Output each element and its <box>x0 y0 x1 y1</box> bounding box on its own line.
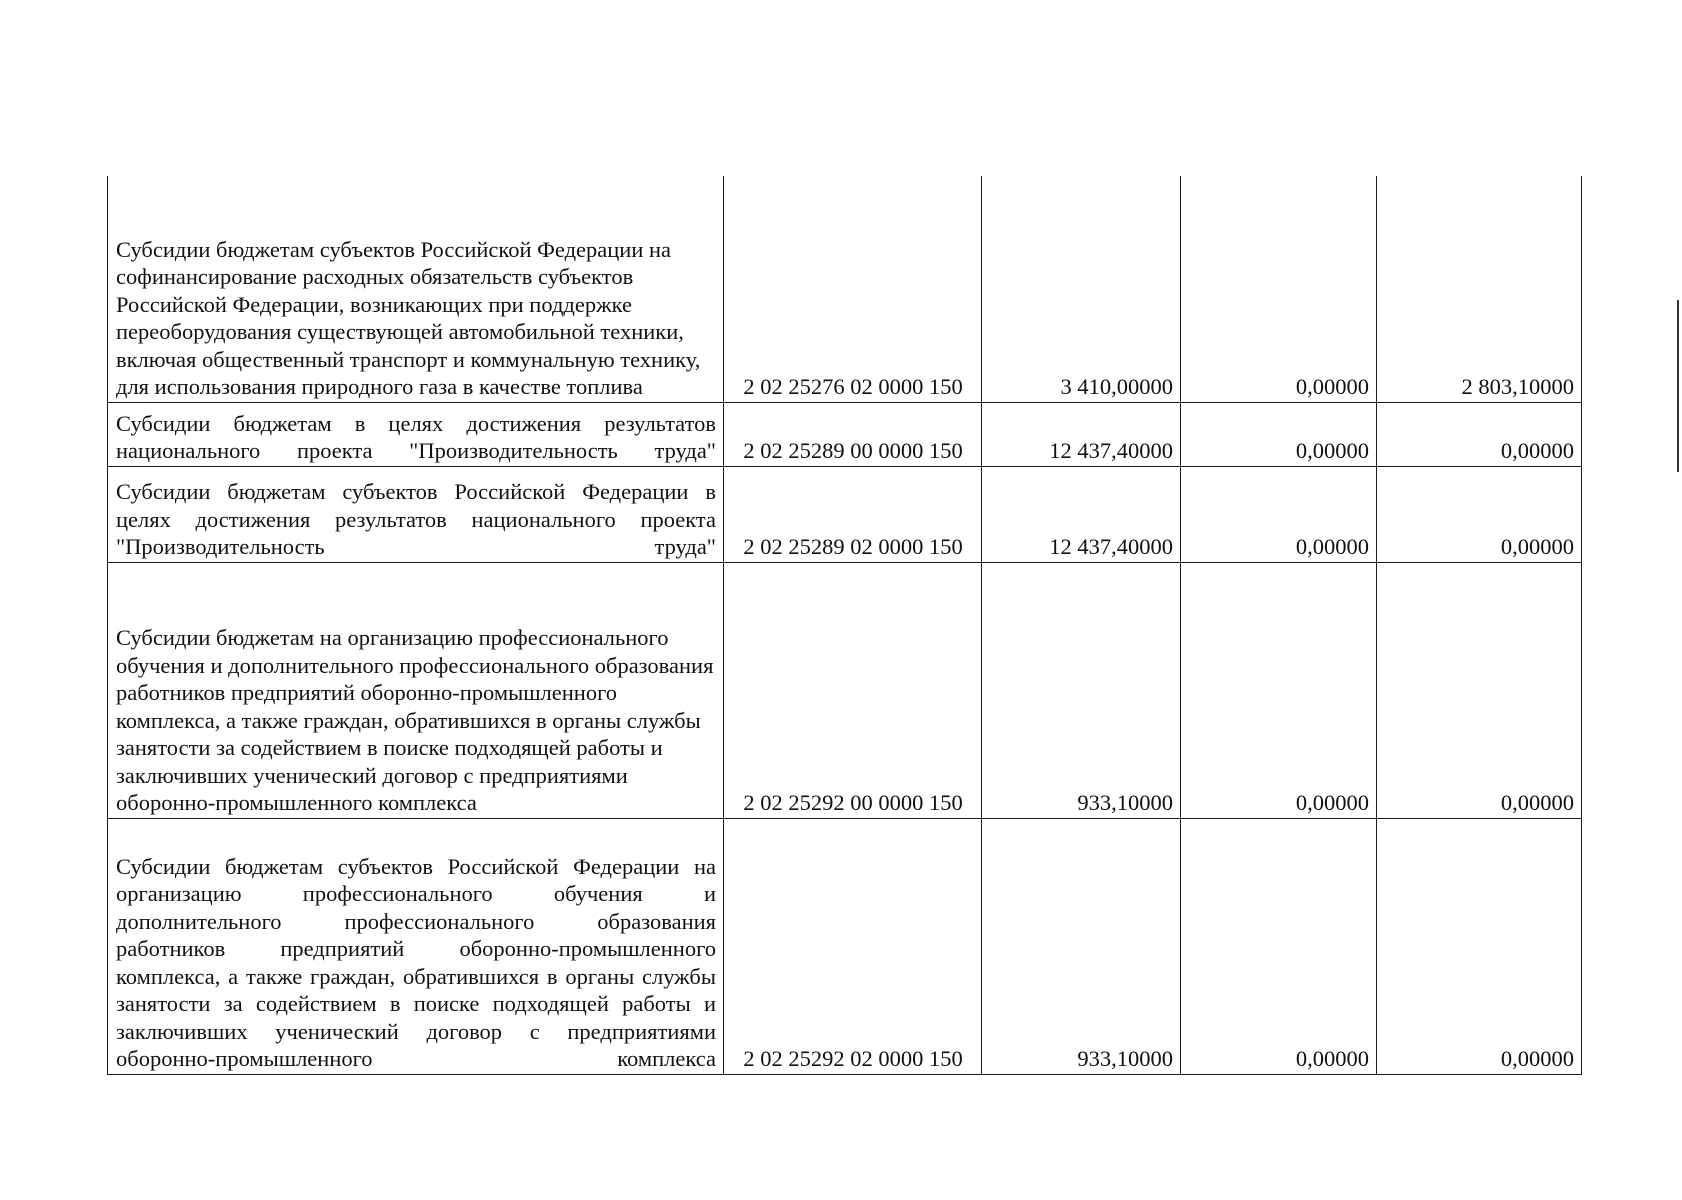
row-description: Субсидии бюджетам субъектов Российской Федерации на организацию профессионального обучения и дополнительного профессионального образования работников предприятий оборонно-промышленного комплекса, а также граждан, обратившихся в органы службы занятости за содействием в поиске подходящей работы и заключивших ученический договор с предприятиями оборонно-промышленного комплекса <box>108 818 724 1074</box>
amount-column-2: 0,00000 <box>1181 466 1377 562</box>
amount-column-1: 12 437,40000 <box>982 402 1181 466</box>
row-description: Субсидии бюджетам на организацию профессионального обучения и дополнительного профессионального образования работников предприятий оборонно-промышленного комплекса, а также граждан, обратившихся в органы службы занятости за содействием в поиске подходящей работы и заключивших ученический договор с предприятиями оборонно-промышленного комплекса <box>108 562 724 818</box>
row-description: Субсидии бюджетам субъектов Российской Федерации на софинансирование расходных обязательств субъектов Российской Федерации, возникающих при поддержке переоборудования существующей автомобильной техники, включая общественный транспорт и коммунальную технику, для использования природного газа в качестве топлива <box>108 176 724 402</box>
table-row <box>108 562 1582 818</box>
amount-column-1: 12 437,40000 <box>982 466 1181 562</box>
amount-column-3: 0,00000 <box>1377 818 1582 1074</box>
amount-column-3: 0,00000 <box>1377 466 1582 562</box>
table-row <box>108 466 1582 562</box>
row-description: Субсидии бюджетам в целях достижения результатов национального проекта "Производительность труда" <box>108 402 724 466</box>
budget-classification-code: 2 02 25289 02 0000 150 <box>724 466 982 562</box>
amount-column-2: 0,00000 <box>1181 402 1377 466</box>
table-row <box>108 176 1582 402</box>
budget-classification-code: 2 02 25289 00 0000 150 <box>724 402 982 466</box>
amount-column-1: 3 410,00000 <box>982 176 1181 402</box>
budget-classification-code: 2 02 25292 02 0000 150 <box>724 818 982 1074</box>
amount-column-1: 933,10000 <box>982 562 1181 818</box>
amount-column-1: 933,10000 <box>982 818 1181 1074</box>
amount-column-2: 0,00000 <box>1181 176 1377 402</box>
scan-edge-line <box>1677 300 1679 472</box>
table-row <box>108 402 1582 466</box>
amount-column-2: 0,00000 <box>1181 818 1377 1074</box>
amount-column-2: 0,00000 <box>1181 562 1377 818</box>
row-description: Субсидии бюджетам субъектов Российской Федерации в целях достижения результатов национального проекта "Производительность труда" <box>108 466 724 562</box>
budget-classification-code: 2 02 25276 02 0000 150 <box>724 176 982 402</box>
table-row <box>108 818 1582 1074</box>
amount-column-3: 0,00000 <box>1377 402 1582 466</box>
amount-column-3: 0,00000 <box>1377 562 1582 818</box>
budget-classification-code: 2 02 25292 00 0000 150 <box>724 562 982 818</box>
amount-column-3: 2 803,10000 <box>1377 176 1582 402</box>
budget-revenue-table <box>107 176 1582 1075</box>
